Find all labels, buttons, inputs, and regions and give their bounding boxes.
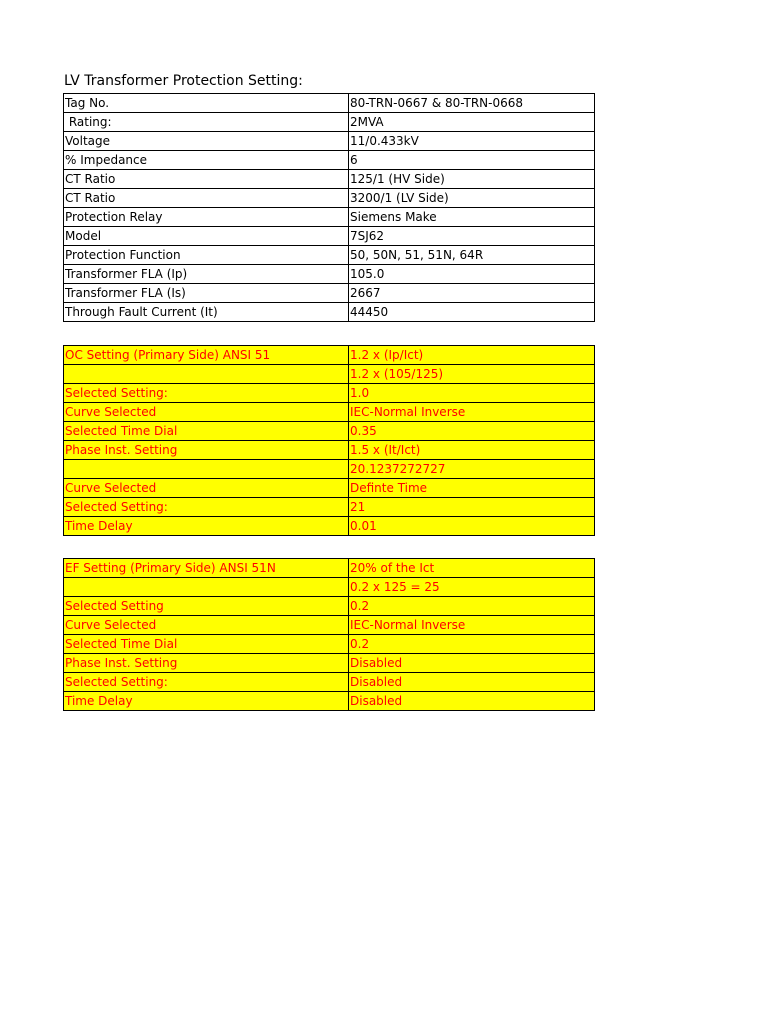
table-row [64,265,595,284]
row-label: Selected Time Dial [64,422,349,441]
table-row [64,227,595,246]
row-label: Phase Inst. Setting [64,441,349,460]
row-value: 44450 [349,303,595,322]
row-label: Curve Selected [64,616,349,635]
table-row [64,597,595,616]
row-value: 1.2 x (Ip/Ict) [349,346,595,365]
row-value: 50, 50N, 51, 51N, 64R [349,246,595,265]
row-label: Through Fault Current (It) [64,303,349,322]
row-label: % Impedance [64,151,349,170]
table-row [64,365,595,384]
table-row [64,654,595,673]
row-label: Rating: [64,113,349,132]
row-label [64,578,349,597]
row-value: IEC-Normal Inverse [349,616,595,635]
row-label: Phase Inst. Setting [64,654,349,673]
table-row [64,284,595,303]
table-row [64,578,595,597]
transformer-info-table [63,93,595,322]
row-label: Tag No. [64,94,349,113]
row-label: Selected Setting: [64,673,349,692]
row-value: 0.2 x 125 = 25 [349,578,595,597]
row-value: 1.2 x (105/125) [349,365,595,384]
table-row [64,441,595,460]
row-label: EF Setting (Primary Side) ANSI 51N [64,559,349,578]
table-row [64,559,595,578]
row-value: 0.35 [349,422,595,441]
row-value: 125/1 (HV Side) [349,170,595,189]
row-label: Voltage [64,132,349,151]
row-value: 2MVA [349,113,595,132]
table-row [64,635,595,654]
row-value: 0.01 [349,517,595,536]
table-row [64,673,595,692]
row-label: Selected Setting: [64,384,349,403]
row-label: Selected Setting: [64,498,349,517]
row-value: 3200/1 (LV Side) [349,189,595,208]
table-row [64,479,595,498]
row-value: 21 [349,498,595,517]
table-row [64,384,595,403]
table-row [64,151,595,170]
row-label: Selected Setting [64,597,349,616]
row-label [64,365,349,384]
row-value: 0.2 [349,635,595,654]
table-row [64,246,595,265]
table-row [64,460,595,479]
row-value: 11/0.433kV [349,132,595,151]
row-label: Protection Relay [64,208,349,227]
row-value: 20% of the Ict [349,559,595,578]
table-row [64,303,595,322]
row-value: 2667 [349,284,595,303]
row-label: Time Delay [64,692,349,711]
document-title: LV Transformer Protection Setting: [64,73,303,89]
table-row [64,422,595,441]
table-row [64,517,595,536]
table-row [64,346,595,365]
row-label: CT Ratio [64,189,349,208]
table-row [64,132,595,151]
row-label: Selected Time Dial [64,635,349,654]
row-value: Siemens Make [349,208,595,227]
row-value: 0.2 [349,597,595,616]
row-value: Disabled [349,654,595,673]
table-row [64,498,595,517]
row-value: IEC-Normal Inverse [349,403,595,422]
row-value: 6 [349,151,595,170]
row-value: 1.0 [349,384,595,403]
row-value: 80-TRN-0667 & 80-TRN-0668 [349,94,595,113]
row-label: Transformer FLA (Is) [64,284,349,303]
row-value: 1.5 x (It/Ict) [349,441,595,460]
row-value: Disabled [349,692,595,711]
row-label: Model [64,227,349,246]
row-label: Time Delay [64,517,349,536]
row-value: Definte Time [349,479,595,498]
table-row [64,113,595,132]
table-row [64,208,595,227]
table-row [64,189,595,208]
ef-setting-table [63,558,595,711]
row-label: OC Setting (Primary Side) ANSI 51 [64,346,349,365]
row-value: 7SJ62 [349,227,595,246]
row-value: 105.0 [349,265,595,284]
row-label: Protection Function [64,246,349,265]
row-label: Curve Selected [64,403,349,422]
oc-setting-table [63,345,595,536]
row-label: CT Ratio [64,170,349,189]
table-row [64,403,595,422]
row-label: Curve Selected [64,479,349,498]
table-row [64,616,595,635]
table-row [64,170,595,189]
table-row [64,692,595,711]
row-value: Disabled [349,673,595,692]
row-value: 20.1237272727 [349,460,595,479]
row-label [64,460,349,479]
row-label: Transformer FLA (Ip) [64,265,349,284]
table-row [64,94,595,113]
